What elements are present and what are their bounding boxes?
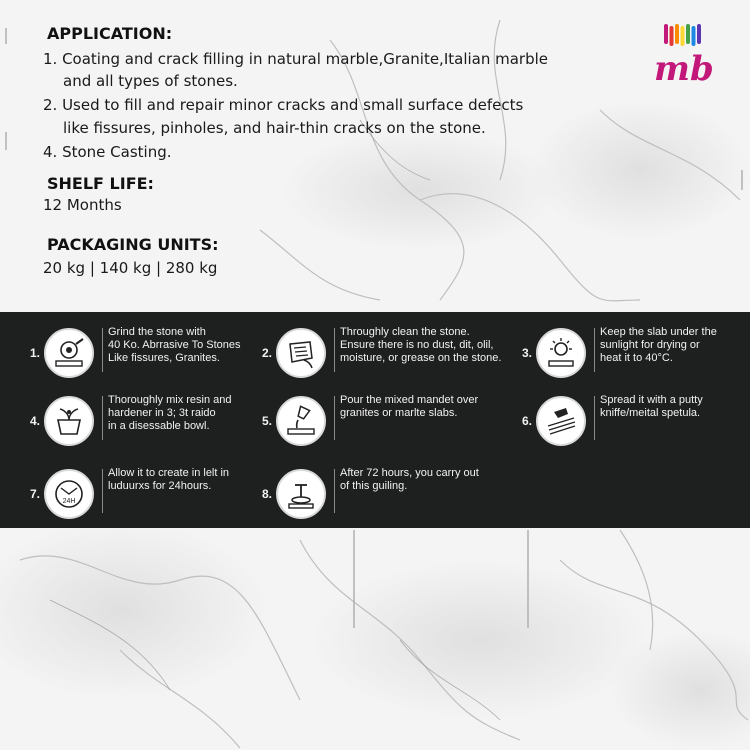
step-divider — [102, 396, 103, 440]
step-description-line: After 72 hours, you carry out — [340, 467, 479, 479]
step-number: 8. — [261, 487, 272, 501]
step-divider — [102, 328, 103, 372]
step-divider — [334, 469, 335, 513]
step-description — [340, 467, 490, 493]
step-description — [600, 326, 750, 365]
step-description-line: moisture, or grease on the stone. — [340, 352, 502, 364]
logo-stripe — [686, 24, 690, 44]
application-line-3: 2. Used to fill and repair minor cracks and small surface defects — [43, 96, 524, 114]
mixing-bowl-icon — [44, 396, 94, 446]
step-description — [340, 326, 502, 365]
step-description — [108, 467, 258, 493]
step-description-line: heat it to 40°C. — [600, 352, 673, 364]
application-title: APPLICATION: — [47, 24, 173, 43]
step-description-line: Throughly clean the stone. — [340, 326, 470, 338]
step-divider — [102, 469, 103, 513]
logo-stripe — [664, 24, 668, 44]
step-divider — [334, 328, 335, 372]
clock-24h-icon — [44, 469, 94, 519]
step-description-line: sunlight for drying or — [600, 339, 700, 351]
application-line-5: 4. Stone Casting. — [43, 143, 172, 161]
step-5 — [254, 392, 484, 452]
step-description-line: kniffe/meital spetula. — [600, 407, 701, 419]
polisher-icon — [276, 469, 326, 519]
step-description-line: Pour the mixed mandet over — [340, 394, 479, 406]
grinder-icon — [44, 328, 94, 378]
step-description — [340, 394, 490, 420]
step-description-line: 40 Ko. Abrrasive To Stones — [108, 339, 241, 351]
step-3 — [514, 324, 728, 384]
step-2 — [254, 324, 502, 384]
application-line-2: and all types of stones. — [63, 72, 238, 90]
step-description-line: Spread it with a putty — [600, 394, 703, 406]
pouring-icon — [276, 396, 326, 446]
logo-stripe — [670, 26, 674, 46]
step-number: 6. — [521, 414, 532, 428]
step-1 — [22, 324, 252, 384]
shelf-life-value: 12 Months — [43, 196, 122, 214]
step-number: 1. — [29, 346, 40, 360]
putty-knife-icon — [536, 396, 586, 446]
step-divider — [594, 396, 595, 440]
step-description-line: Keep the slab under the — [600, 326, 717, 338]
step-description — [108, 394, 258, 433]
step-number: 3. — [521, 346, 532, 360]
step-description-line: in a disessable bowl. — [108, 420, 210, 432]
shelf-life-title: SHELF LIFE: — [47, 174, 154, 193]
step-4 — [22, 392, 252, 452]
logo-stripes — [664, 24, 701, 46]
sun-icon — [536, 328, 586, 378]
application-line-1: 1. Coating and crack filling in natural marble,Granite,Italian marble — [43, 50, 549, 68]
step-description — [108, 326, 258, 365]
step-description-line: luduurxs for 24hours. — [108, 480, 212, 492]
application-line-4: like fissures, pinholes, and hair-thin cracks on the stone. — [63, 119, 486, 137]
step-number: 2. — [261, 346, 272, 360]
step-description-line: granites or marlte slabs. — [340, 407, 458, 419]
step-description-line: Ensure there is no dust, dit, olil, — [340, 339, 494, 351]
steps-band — [0, 312, 750, 528]
logo-stripe — [692, 26, 696, 46]
step-number: 4. — [29, 414, 40, 428]
step-description-line: of this guiling. — [340, 480, 408, 492]
mb-logo — [650, 22, 720, 86]
step-description — [600, 394, 750, 420]
logo-stripe — [697, 24, 701, 44]
step-8 — [254, 465, 484, 525]
logo-stripe — [675, 24, 679, 44]
logo-text: mb — [654, 49, 714, 86]
step-divider — [334, 396, 335, 440]
step-description-line: Allow it to create in lelt in — [108, 467, 230, 479]
packaging-title: PACKAGING UNITS: — [47, 235, 219, 254]
packaging-value: 20 kg | 140 kg | 280 kg — [43, 259, 218, 277]
cleaning-cloth-icon — [276, 328, 326, 378]
step-description-line: hardener in 3; 3t raido — [108, 407, 216, 419]
step-description-line: Grind the stone with — [108, 326, 206, 338]
step-divider — [594, 328, 595, 372]
step-description-line: Like fissures, Granites. — [108, 352, 220, 364]
step-number: 5. — [261, 414, 272, 428]
clock-label: 24H — [62, 498, 76, 505]
logo-stripe — [681, 26, 685, 46]
step-6 — [514, 392, 728, 452]
step-description-line: Thoroughly mix resin and — [108, 394, 232, 406]
step-number: 7. — [29, 487, 40, 501]
step-7 — [22, 465, 252, 525]
